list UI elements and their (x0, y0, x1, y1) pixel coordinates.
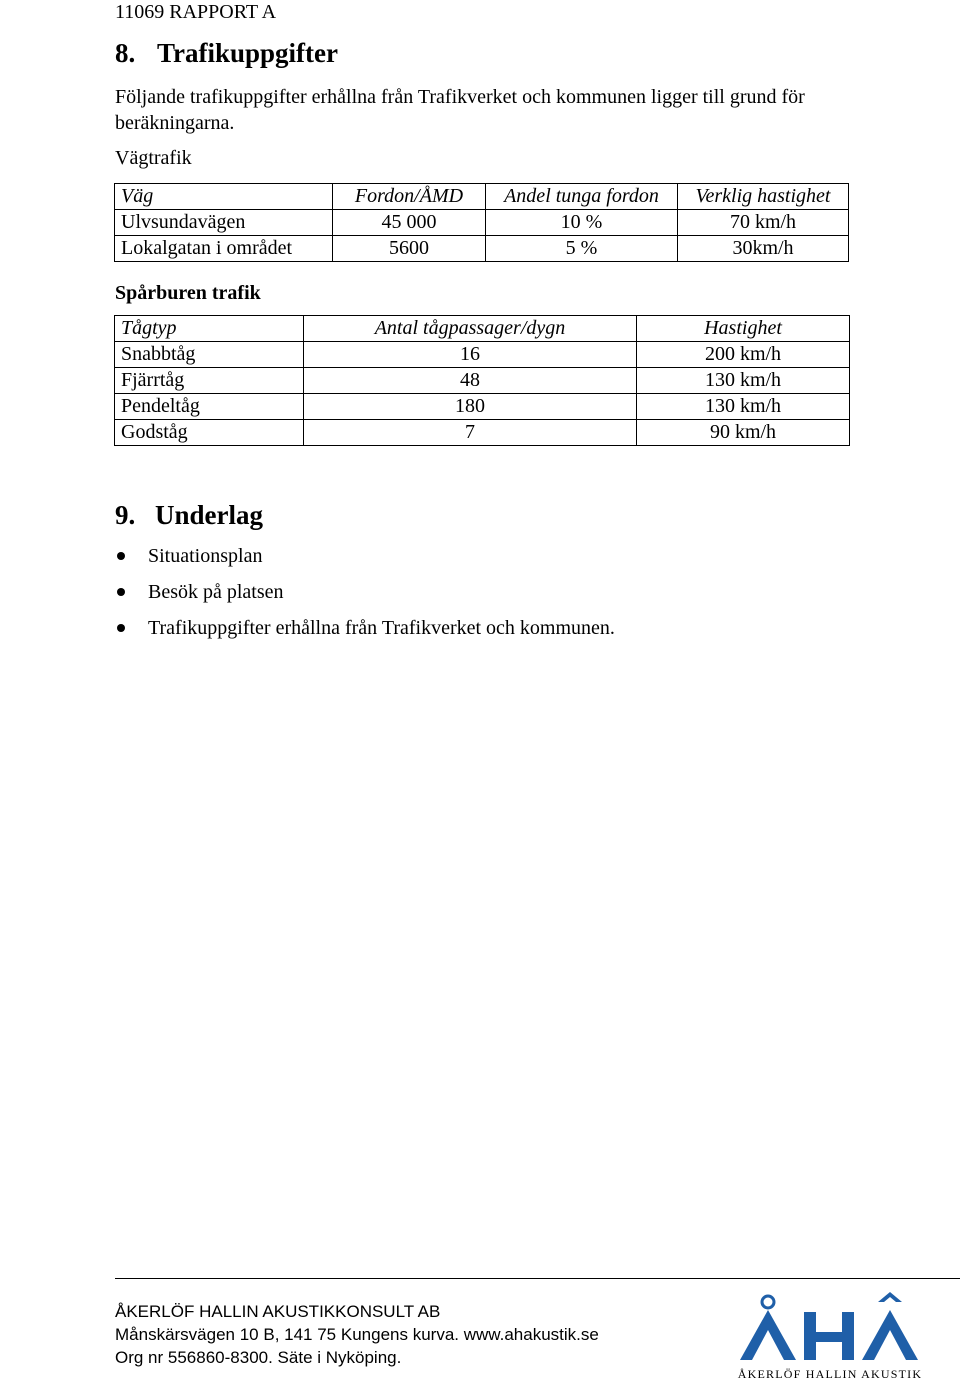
underlag-list (115, 540, 615, 648)
list-item (115, 612, 615, 648)
section-9-number: 9. (115, 500, 136, 530)
column-header: Tågtyp (115, 316, 304, 342)
table-cell: 90 km/h (637, 420, 850, 446)
column-header: Hastighet (637, 316, 850, 342)
table-header-row (115, 184, 849, 210)
road-traffic-heading: Vägtrafik (115, 147, 192, 169)
table-cell: 16 (304, 342, 637, 368)
table-row (115, 368, 850, 394)
aha-logo-graphic (730, 1288, 930, 1382)
logo-letters-graphic (740, 1292, 918, 1360)
rail-traffic-heading: Spårburen trafik (115, 282, 261, 304)
bullet-icon (117, 588, 125, 596)
section-9-heading (115, 498, 263, 532)
report-id: 11069 RAPPORT A (115, 1, 277, 23)
section-8-intro: Följande trafikuppgifter erhållna från Trafikverket och kommunen ligger till grund för beräkningarna. (115, 86, 805, 134)
table-header-row (115, 316, 850, 342)
footer-address: Månskärsvägen 10 B, 141 75 Kungens kurva. www.ahakustik.se (115, 1325, 599, 1344)
table-cell: Godståg (115, 420, 304, 446)
column-header: Verklig hastighet (678, 184, 849, 210)
table-cell: Ulvsundavägen (115, 210, 333, 236)
section-8-title: Trafikuppgifter (157, 38, 338, 68)
table-cell: 70 km/h (678, 210, 849, 236)
column-header: Antal tågpassager/dygn (304, 316, 637, 342)
table-row (115, 236, 849, 262)
table-cell: 130 km/h (637, 394, 850, 420)
section-8-heading (115, 36, 338, 70)
footer-divider (115, 1278, 960, 1279)
table-cell: 30km/h (678, 236, 849, 262)
footer-text (115, 1300, 599, 1369)
company-logo (730, 1288, 930, 1382)
table-row (115, 420, 850, 446)
list-item-text: Situationsplan (148, 545, 263, 567)
footer-company: ÅKERLÖF HALLIN AKUSTIKKONSULT AB (115, 1302, 441, 1321)
logo-caption: ÅKERLÖF HALLIN AKUSTIK (737, 1367, 923, 1381)
table-cell: Snabbtåg (115, 342, 304, 368)
table-cell: 45 000 (333, 210, 486, 236)
table-cell: 10 % (486, 210, 678, 236)
table-cell: Lokalgatan i området (115, 236, 333, 262)
section-9-title: Underlag (155, 500, 263, 530)
column-header: Fordon/ÅMD (333, 184, 486, 210)
table-cell: 5 % (486, 236, 678, 262)
table-cell: 180 (304, 394, 637, 420)
table-cell: 200 km/h (637, 342, 850, 368)
bullet-icon (117, 552, 125, 560)
table-row (115, 394, 850, 420)
footer-org: Org nr 556860-8300. Säte i Nyköping. (115, 1348, 402, 1367)
road-traffic-table (114, 183, 849, 262)
list-item (115, 540, 615, 576)
table-cell: 7 (304, 420, 637, 446)
table-cell: 48 (304, 368, 637, 394)
section-8-number: 8. (115, 38, 136, 68)
table-cell: 130 km/h (637, 368, 850, 394)
table-cell: 5600 (333, 236, 486, 262)
table-row (115, 342, 850, 368)
table-cell: Pendeltåg (115, 394, 304, 420)
list-item-text: Trafikuppgifter erhållna från Trafikverket och kommunen. (148, 617, 615, 639)
column-header: Andel tunga fordon (486, 184, 678, 210)
column-header: Väg (115, 184, 333, 210)
list-item (115, 576, 615, 612)
rail-traffic-table (114, 315, 850, 446)
table-cell: Fjärrtåg (115, 368, 304, 394)
list-item-text: Besök på platsen (148, 581, 284, 603)
bullet-icon (117, 624, 125, 632)
table-row (115, 210, 849, 236)
